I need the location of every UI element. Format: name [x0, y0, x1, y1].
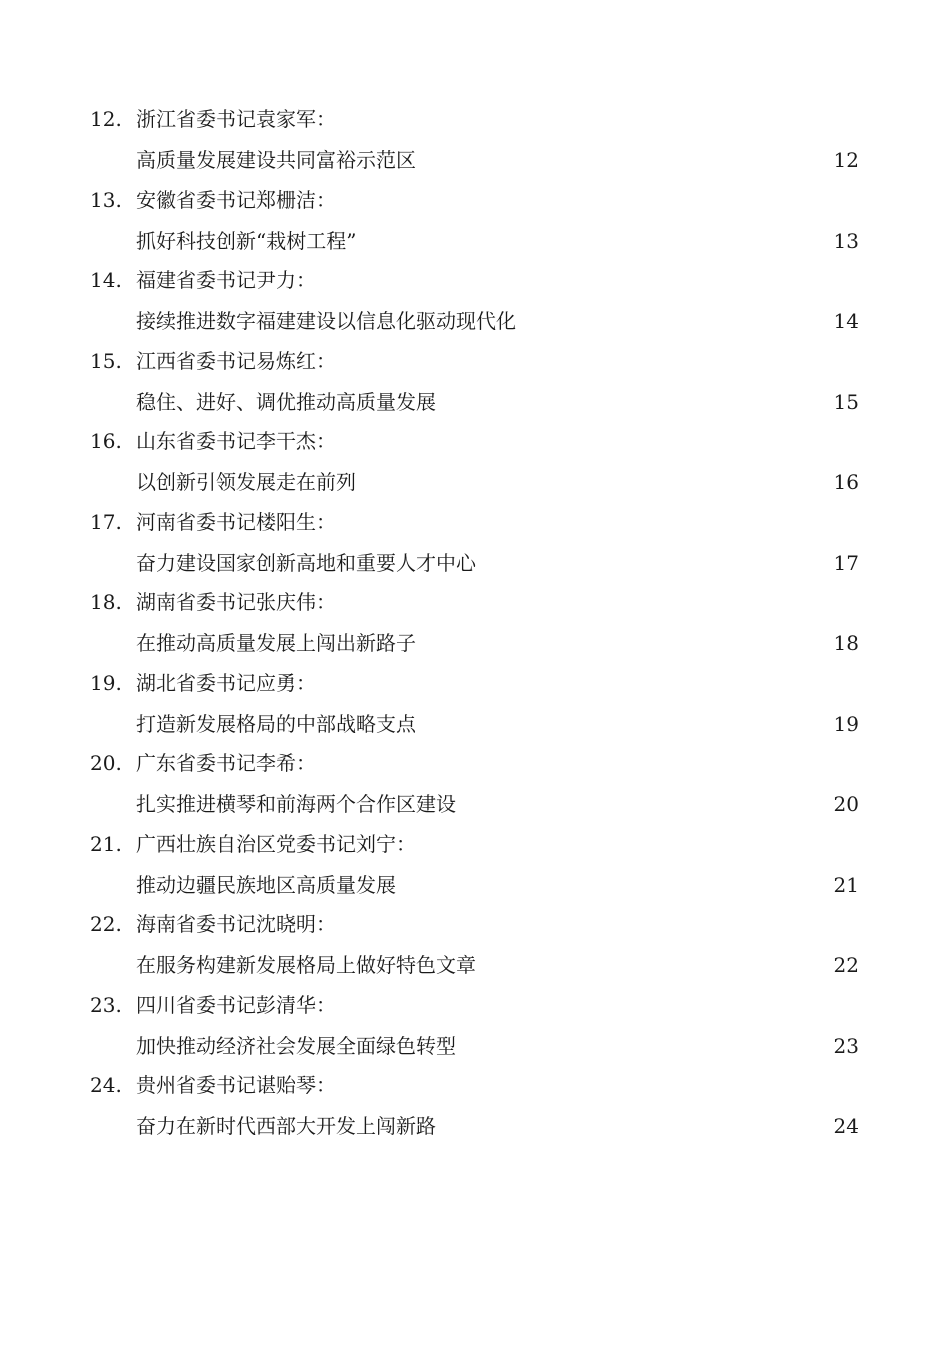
entry-heading: 福建省委书记尹力：: [136, 268, 316, 292]
entry-title: 加快推动经济社会发展全面绿色转型: [136, 1033, 456, 1058]
entry-page-number: 17: [833, 550, 859, 575]
entry-title: 打造新发展格局的中部战略支点: [136, 711, 416, 736]
entry-heading: 贵州省委书记谌贻琴：: [136, 1073, 336, 1097]
entry-number: 19.: [90, 670, 122, 695]
entry-page-number: 18: [833, 631, 859, 655]
entry-heading: 湖南省委书记张庆伟：: [136, 590, 336, 614]
entry-page-number: 23: [833, 1033, 859, 1058]
entry-page-number: 21: [833, 872, 859, 897]
entry-heading: 河南省委书记楼阳生：: [136, 509, 336, 534]
entry-page-number: 24: [833, 1114, 859, 1138]
entry-title: 以创新引领发展走在前列: [136, 470, 356, 494]
entry-title: 高质量发展建设共同富裕示范区: [136, 148, 416, 172]
entry-heading: 安徽省委书记郑栅洁：: [136, 187, 336, 212]
toc-entry: [0, 744, 950, 825]
entry-page-number: 22: [833, 953, 859, 977]
toc-entry: [0, 503, 950, 584]
entry-heading: 四川省委书记彭清华：: [136, 992, 336, 1017]
entry-heading: 海南省委书记沈晓明：: [136, 912, 336, 936]
entry-number: 22.: [90, 912, 122, 936]
entry-title: 接续推进数字福建建设以信息化驱动现代化: [136, 309, 516, 333]
toc-entry: [0, 1066, 950, 1147]
entry-heading: 山东省委书记李干杰：: [136, 429, 336, 453]
entry-title: 推动边疆民族地区高质量发展: [136, 872, 396, 897]
entry-heading: 广东省委书记李希：: [136, 751, 316, 775]
toc-entry: [0, 261, 950, 342]
entry-title: 在服务构建新发展格局上做好特色文章: [136, 953, 476, 977]
entry-title: 奋力在新时代西部大开发上闯新路: [136, 1114, 436, 1138]
entry-number: 14.: [90, 268, 122, 292]
entry-title: 抓好科技创新“栽树工程”: [136, 228, 357, 253]
entry-title: 稳住、进好、调优推动高质量发展: [136, 389, 436, 414]
toc-entry: [0, 342, 950, 423]
entry-number: 16.: [90, 429, 122, 453]
entry-number: 15.: [90, 348, 122, 373]
toc-entry: [0, 825, 950, 906]
toc-entry: [0, 583, 950, 664]
entry-number: 21.: [90, 831, 122, 856]
entry-number: 13.: [90, 187, 122, 212]
entry-page-number: 20: [833, 792, 859, 816]
entry-number: 18.: [90, 590, 122, 614]
entry-number: 24.: [90, 1073, 122, 1097]
entry-number: 23.: [90, 992, 122, 1017]
toc-entry: [0, 986, 950, 1067]
toc-entry: [0, 100, 950, 181]
toc-entry: [0, 181, 950, 262]
table-of-contents: [0, 100, 950, 1147]
entry-page-number: 12: [833, 148, 859, 172]
entry-title: 奋力建设国家创新高地和重要人才中心: [136, 550, 476, 575]
entry-heading: 江西省委书记易炼红：: [136, 348, 336, 373]
entry-number: 12.: [90, 107, 122, 131]
entry-title: 扎实推进横琴和前海两个合作区建设: [136, 792, 456, 816]
entry-number: 17.: [90, 509, 122, 534]
entry-heading: 浙江省委书记袁家军：: [136, 107, 336, 131]
entry-heading: 湖北省委书记应勇：: [136, 670, 316, 695]
entry-page-number: 15: [833, 389, 859, 414]
entry-heading: 广西壮族自治区党委书记刘宁：: [136, 831, 416, 856]
entry-page-number: 14: [833, 309, 859, 333]
toc-entry: [0, 905, 950, 986]
entry-title: 在推动高质量发展上闯出新路子: [136, 631, 416, 655]
toc-entry: [0, 664, 950, 745]
entry-page-number: 16: [833, 470, 859, 494]
toc-entry: [0, 422, 950, 503]
entry-page-number: 19: [833, 711, 859, 736]
entry-number: 20.: [90, 751, 122, 775]
entry-page-number: 13: [833, 228, 859, 253]
